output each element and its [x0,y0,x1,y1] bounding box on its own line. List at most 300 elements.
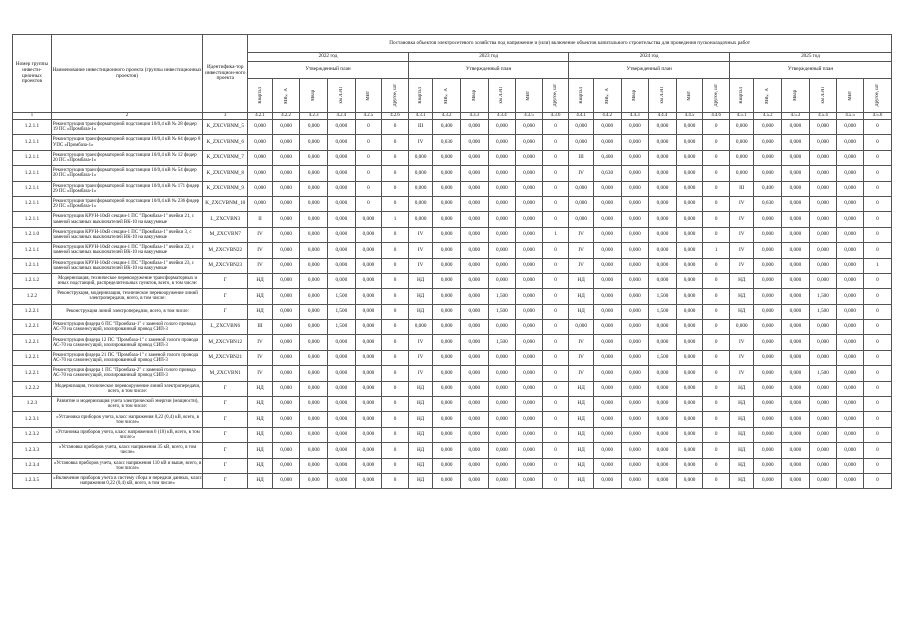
column-number: 4.3.2 [433,113,461,120]
row-value: 0,000 [328,427,356,442]
row-value: 0 [382,120,409,135]
subcolumn-header [569,79,594,113]
subcolumn-label: МВт [687,90,693,101]
row-value: 0,000 [754,335,782,350]
year-header-2: 2023 год [408,53,569,62]
row-value: 1,500 [809,289,837,304]
row-value: 0,000 [837,304,864,319]
row-value: 0,000 [328,381,356,396]
row-value: 0,000 [328,181,356,196]
row-value: 0,000 [809,258,837,273]
row-value: 0,000 [621,412,649,427]
row-value: 0,000 [272,427,300,442]
row-value: 0,000 [433,273,461,288]
row-value: 0,000 [649,227,677,242]
row-value: НД [408,412,433,427]
row-project-name: Реконструкция трансформаторной подстанции 10/0,4 кВ № 236 фидер 29 ПС «Промбаза-1» [51,196,202,211]
column-number: 4.4.3 [621,113,649,120]
row-value: 0 [355,120,382,135]
row-value: 0 [703,304,730,319]
row-value: НД [248,473,273,488]
row-value: 0 [542,150,569,165]
row-value: 0 [863,120,891,135]
row-project-id: K_ZXCVBNM_6 [203,135,248,150]
row-value: 0,000 [593,350,621,365]
row-value: IV [408,366,433,381]
row-value: 0,000 [809,166,837,181]
row-value: 0,000 [676,320,703,335]
header-project-name: Наименование инвестиционного проекта (группы инвестиционных проектов) [51,35,202,113]
row-value: 1,500 [809,366,837,381]
row-value: IV [248,227,273,242]
row-value: 0,000 [837,196,864,211]
row-value: 0,000 [837,350,864,365]
row-value: 0,000 [248,120,273,135]
table-row [13,320,892,335]
row-project-id: Г [203,304,248,319]
row-value: 0,000 [488,350,516,365]
row-value: 0,000 [621,397,649,412]
row-value: 0,000 [433,427,461,442]
row-value: 0 [355,150,382,165]
row-value: 0,000 [433,150,461,165]
row-value: 0,000 [754,320,782,335]
row-project-name: «Установка приборов учета, класс напряжения 110 кВ и выше, всего, в том числе» [51,458,202,473]
table-row [13,166,892,181]
row-value: 0 [382,289,409,304]
row-value: 0,000 [649,273,677,288]
row-value: 0,000 [355,320,382,335]
row-value: 0,000 [272,320,300,335]
row-value: IV [729,212,754,227]
row-value: 0,000 [621,458,649,473]
subcolumn-header [703,79,730,113]
row-value: 0,000 [837,120,864,135]
row-value: 0,000 [433,443,461,458]
row-value: 0 [382,150,409,165]
row-value: 0,000 [621,196,649,211]
subcolumn-label: Квартал [257,87,263,104]
row-value: НД [408,381,433,396]
table-row [13,243,892,258]
row-group-number: 1.2.1.1 [13,196,52,211]
row-value: 0,000 [516,135,543,150]
row-value: 0,000 [460,458,488,473]
row-group-number: 1.2.1.1 [13,243,52,258]
row-value: 0 [542,243,569,258]
row-value: 0,000 [355,335,382,350]
row-value: IV [569,166,594,181]
row-value: 0,000 [272,335,300,350]
row-project-name: «Установка приборов учета, класс напряжения 0,22 (0,4) кВ, всего, в том числе» [51,412,202,427]
row-value: 0,000 [488,181,516,196]
row-value: 0,000 [328,243,356,258]
row-value: 0,000 [569,212,594,227]
row-value: 0,000 [754,243,782,258]
column-number: 4.5.6 [863,113,891,120]
row-value: 0,000 [355,227,382,242]
row-value: 0 [863,273,891,288]
row-project-name: Реконструкция фидера 21 ПС "Промбаза-1" с заменой голого провода АС-70 на самонесущий, изолированный провод СИП-3 [51,350,202,365]
subcolumn-label: МВ×А [283,87,289,104]
row-value: 0,000 [488,320,516,335]
row-value: 0,000 [328,150,356,165]
table-row [13,258,892,273]
row-value: 0,000 [754,412,782,427]
row-value: 1,500 [649,304,677,319]
plan-header-2: Утвержденный план [408,62,569,79]
row-value: 0,000 [328,350,356,365]
row-value: 0,000 [649,381,677,396]
row-value: 0,000 [516,166,543,181]
column-number: 4.3.1 [408,113,433,120]
subcolumn-label: км ЛЭП [499,87,505,104]
row-value: 0 [542,320,569,335]
row-value: 0 [542,397,569,412]
row-value: 0,000 [837,227,864,242]
row-value: 0 [382,335,409,350]
row-value: 0,000 [621,381,649,396]
row-value: 0 [382,473,409,488]
row-value: 0,000 [593,135,621,150]
row-value: 1 [382,212,409,227]
row-value: IV [729,243,754,258]
row-value: 0,000 [569,181,594,196]
row-value: 0,000 [754,473,782,488]
row-value: 0,000 [460,412,488,427]
row-value: 0,400 [433,120,461,135]
row-value: 0,000 [782,427,810,442]
row-value: 0,000 [516,181,543,196]
row-value: 0,000 [782,443,810,458]
row-value: 0,000 [676,120,703,135]
row-value: НД [729,381,754,396]
row-value: 0,000 [355,304,382,319]
row-value: 0,000 [837,320,864,335]
row-value: 0 [703,397,730,412]
row-value: 0,000 [569,196,594,211]
row-value: 0,000 [272,135,300,150]
row-value: 0,000 [248,196,273,211]
row-value: 0,000 [782,335,810,350]
row-value: 0,000 [272,350,300,365]
row-value: IV [248,258,273,273]
subcolumn-label: Мвар [792,90,798,101]
row-value: 0,000 [809,243,837,258]
row-value: 0,400 [754,181,782,196]
subcolumn-label: км ЛЭП [338,87,344,104]
row-value: 0,000 [516,412,543,427]
row-value: 0 [863,150,891,165]
row-project-name: Реконструкция КРУН-10кВ секции-1 ПС "Промбаза-1" ячейки 23, с заменой масляных выключателей ВК-10 на вакуумные [51,258,202,273]
row-value: 0,000 [676,135,703,150]
row-value: 0 [703,443,730,458]
row-value: 0,000 [460,258,488,273]
row-value: 0 [863,366,891,381]
row-value: 0,000 [460,150,488,165]
row-group-number: 1.2.3.3 [13,443,52,458]
subcolumn-label: МВт [847,90,853,101]
row-value: 0 [863,397,891,412]
row-value: 0,000 [355,273,382,288]
row-value: 0,000 [488,381,516,396]
row-value: 0,000 [460,473,488,488]
table-body [13,120,892,489]
row-project-id: M_ZXCVBN1 [203,366,248,381]
row-value: 0,000 [460,227,488,242]
row-value: 0,000 [676,273,703,288]
row-value: 0,000 [782,120,810,135]
row-value: 0 [703,227,730,242]
row-value: 0,000 [782,412,810,427]
row-value: IV [408,227,433,242]
row-value: 1,500 [488,289,516,304]
row-value: 0,000 [754,304,782,319]
row-value: 0,000 [433,196,461,211]
row-value: НД [248,443,273,458]
row-value: 0,000 [729,135,754,150]
row-value: 0,000 [433,212,461,227]
column-number: 4.2.2 [272,113,300,120]
subcolumn-header [837,79,864,113]
row-value: 0,000 [621,427,649,442]
row-value: 0,000 [649,335,677,350]
row-value: 0,000 [837,381,864,396]
row-value: 0,000 [488,120,516,135]
row-value: 0,000 [593,120,621,135]
row-value: 0 [542,135,569,150]
row-value: 0,000 [272,473,300,488]
row-value: 0,000 [488,458,516,473]
row-project-id: Г [203,443,248,458]
table-row [13,150,892,165]
row-value: 0,000 [272,458,300,473]
row-value: 0,000 [460,135,488,150]
row-project-id: M_ZXCVBN22 [203,243,248,258]
column-number: 4.5.1 [729,113,754,120]
subcolumn-header [542,79,569,113]
row-value: 0,000 [649,150,677,165]
row-value: 0,000 [676,443,703,458]
row-value: IV [729,258,754,273]
subcolumn-label: км ЛЭП [659,87,665,104]
row-value: 0,000 [433,335,461,350]
row-value: 0,000 [837,427,864,442]
row-value: 0,000 [516,397,543,412]
row-value: 0,000 [782,304,810,319]
row-project-id: K_ZXCVBNM_9 [203,181,248,196]
row-project-name: Модернизация, техническое перевооружение линий электропередачи, всего, в том числе: [51,381,202,396]
table-row [13,458,892,473]
row-group-number: 1.2.3.1 [13,412,52,427]
row-value: 0,000 [782,135,810,150]
row-value: 0,000 [488,150,516,165]
row-value: 0,000 [809,397,837,412]
row-value: 0,000 [782,273,810,288]
subcolumn-label: Другое, шт [392,84,398,107]
row-value: 0,000 [460,427,488,442]
row-value: 0,000 [593,443,621,458]
row-value: 0 [703,150,730,165]
row-value: 0,000 [408,212,433,227]
row-value: 0,000 [300,320,328,335]
row-value: 0,000 [300,181,328,196]
row-value: 0,000 [328,212,356,227]
header-group-number: Номер группы инвести-ционных проектов [13,35,52,113]
row-value: 0,000 [300,289,328,304]
row-value: 0,000 [676,150,703,165]
row-value: 0 [542,366,569,381]
row-value: 0 [863,381,891,396]
table-row [13,473,892,488]
row-value: 0,000 [433,243,461,258]
row-value: 0,000 [729,150,754,165]
row-group-number: 1.2.1.1 [13,181,52,196]
row-project-name: Реконструкция трансформаторной подстанции 10/0,4 кВ № 12 фидер 20 ПС «Промбаза-1» [51,150,202,165]
row-value: IV [569,350,594,365]
row-value: 0 [863,335,891,350]
row-value: НД [408,458,433,473]
row-value: НД [408,289,433,304]
row-value: 0 [355,196,382,211]
row-value: 0 [863,289,891,304]
row-value: 0,000 [782,289,810,304]
row-value: 0 [382,166,409,181]
row-project-id: Г [203,289,248,304]
row-value: НД [729,397,754,412]
row-value: 0,000 [621,304,649,319]
row-value: 0 [703,366,730,381]
column-number: 4.2.4 [328,113,356,120]
row-value: 0,000 [272,150,300,165]
table-row [13,335,892,350]
row-value: НД [408,304,433,319]
row-project-name: Развитие и модернизация учета электрической энергии (мощности), всего, в том числе: [51,397,202,412]
row-group-number: 1.2.2.1 [13,366,52,381]
row-value: НД [248,397,273,412]
row-value: 0,000 [621,289,649,304]
column-number: 3 [203,113,248,120]
row-value: НД [729,473,754,488]
row-value: 0,000 [754,166,782,181]
row-value: 0,000 [837,135,864,150]
row-value: 0,000 [272,243,300,258]
subcolumn-label: Квартал [418,87,424,104]
row-value: 0,000 [754,258,782,273]
table-row [13,443,892,458]
row-value: IV [569,243,594,258]
row-value: 0 [382,381,409,396]
row-value: НД [569,397,594,412]
row-project-name: «Установка приборов учета, класс напряжения 6 (10) кВ, всего, в том числе:» [51,427,202,442]
row-value: 0,000 [754,443,782,458]
row-value: НД [408,473,433,488]
row-value: 0 [382,181,409,196]
row-value: 0,000 [649,366,677,381]
row-value: 0 [703,212,730,227]
row-value: 0,000 [516,258,543,273]
row-value: 0,000 [328,473,356,488]
row-value: 0,000 [837,335,864,350]
row-value: 0 [703,258,730,273]
row-value: 0,000 [621,320,649,335]
row-value: 0,000 [516,150,543,165]
column-number: 4.4.6 [703,113,730,120]
column-number: 4.4.2 [593,113,621,120]
row-value: НД [729,304,754,319]
row-value: 0,000 [460,120,488,135]
row-value: 0,000 [569,120,594,135]
row-value: 0,000 [593,412,621,427]
row-value: 0,000 [516,120,543,135]
row-value: 1,500 [328,304,356,319]
row-value: 0 [703,120,730,135]
row-project-name: Реконструкция фидера 1 ПС "Промбаза-2" с заменой голого провода АС-70 на самонесущий, изолированный провод СИП-3 [51,366,202,381]
row-value: 0,000 [621,120,649,135]
row-value: IV [729,350,754,365]
row-value: 0,000 [621,135,649,150]
row-value: 0,000 [621,212,649,227]
row-value: 0 [703,166,730,181]
row-value: 0,000 [460,243,488,258]
row-project-id: L_ZXCVBN3 [203,212,248,227]
row-project-id: Г [203,427,248,442]
subcolumn-header [328,79,356,113]
row-value: 0 [863,196,891,211]
row-project-name: Реконструкция линий электропередачи, всего, в том числе: [51,304,202,319]
row-value: 1,500 [488,335,516,350]
row-value: 0,000 [649,427,677,442]
row-value: 0 [703,412,730,427]
table-row [13,381,892,396]
row-value: НД [729,427,754,442]
row-value: 0,000 [649,212,677,227]
row-value: 0,000 [328,443,356,458]
row-value: IV [408,258,433,273]
table-row [13,366,892,381]
row-value: 0,000 [328,135,356,150]
row-value: НД [408,397,433,412]
subcolumn-label: Мвар [471,90,477,101]
row-value: 0,000 [300,166,328,181]
row-value: 0,000 [460,166,488,181]
row-value: 0,000 [272,273,300,288]
row-value: 0,000 [782,258,810,273]
row-value: 0,000 [782,397,810,412]
row-value: 0,000 [355,381,382,396]
row-value: 0,000 [433,289,461,304]
row-value: 0,000 [300,196,328,211]
row-value: 0,000 [754,381,782,396]
row-value: 0,000 [516,273,543,288]
row-value: 0 [863,350,891,365]
row-value: 0,000 [488,412,516,427]
row-value: 0,000 [569,135,594,150]
row-value: 0,000 [649,473,677,488]
subcolumn-label: МВ×А [604,87,610,104]
row-value: 0 [542,166,569,181]
column-number: 4.5.5 [837,113,864,120]
row-value: 0,000 [621,258,649,273]
row-value: 0,000 [621,366,649,381]
row-value: III [569,150,594,165]
row-value: 0,000 [837,150,864,165]
row-value: 0,000 [408,196,433,211]
row-value: 0 [863,135,891,150]
row-value: 0,000 [809,212,837,227]
row-value: 0,000 [837,212,864,227]
row-value: 0,000 [248,135,273,150]
